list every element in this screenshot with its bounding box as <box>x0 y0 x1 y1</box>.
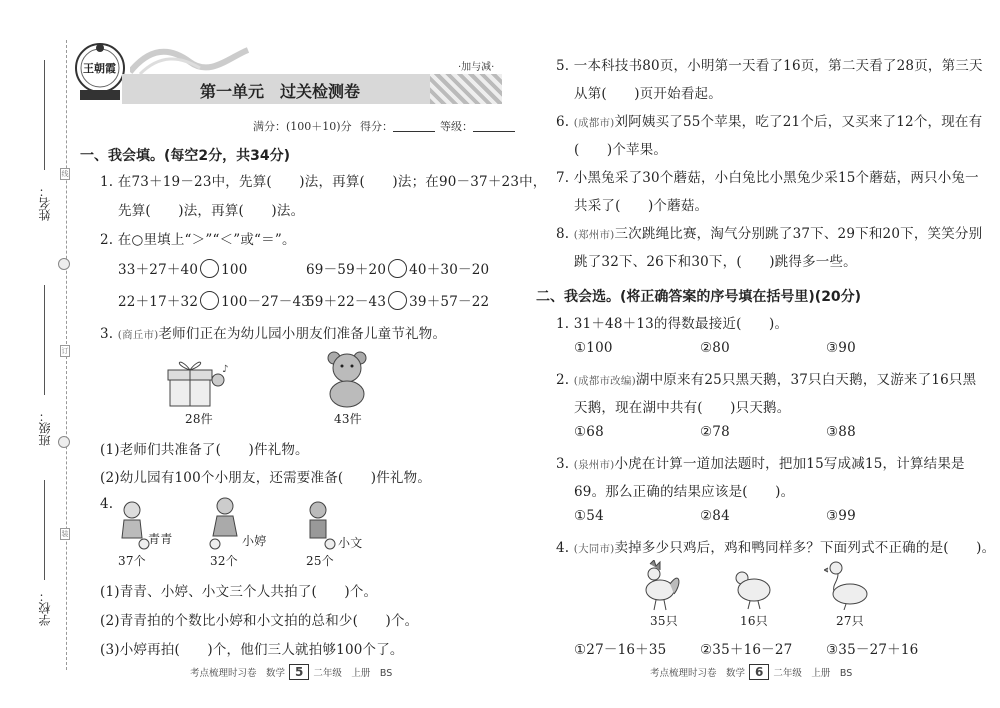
q2-line: 2. 在○里填上“＞”“＜”或“＝”。 <box>100 232 296 248</box>
q3-sub2: (2)幼儿园有100个小朋友，还需要准备( )件礼物。 <box>100 470 432 486</box>
gift-box-toy-illustration <box>162 350 232 412</box>
option-item[interactable]: ②35＋16－27 <box>700 642 793 658</box>
class-label: 班级： <box>38 410 52 446</box>
footer-left: 考点梳理时习卷 数学 5 二年级 上册 BS <box>190 665 393 679</box>
level-label: 等级： <box>440 120 473 133</box>
q5-line2: 从第( )页开始看起。 <box>574 86 722 102</box>
option-item[interactable]: ③88 <box>826 424 856 440</box>
compare-circle[interactable] <box>388 291 407 310</box>
kid-name: 小文 <box>338 536 363 550</box>
level-field[interactable] <box>440 118 515 134</box>
q3-gift2-count: 43件 <box>334 412 362 426</box>
s2-q1-line: 1. 31＋48＋13的得数最接近( )。 <box>556 316 789 332</box>
binding-hole <box>58 258 70 270</box>
option-item[interactable]: ①100 <box>574 340 613 356</box>
q3-sub1: (1)老师们共准备了( )件礼物。 <box>100 442 309 458</box>
kid-name: 青青 <box>148 532 173 546</box>
q5-line1: 5. 一本科技书80页，小明第一天看了16页，第二天看了28页，第三天 <box>556 58 983 74</box>
animal-count: 16只 <box>740 614 768 628</box>
score-field[interactable] <box>360 118 435 134</box>
option-item[interactable]: ①68 <box>574 424 604 440</box>
animal-count: 35只 <box>650 614 678 628</box>
rooster-icon <box>636 560 682 616</box>
q6-region-tag: (成都市) <box>573 117 615 129</box>
option-item[interactable]: ③90 <box>826 340 856 356</box>
animal-count: 27只 <box>836 614 864 628</box>
teddy-bear-icon <box>322 350 372 412</box>
option-item[interactable]: ②84 <box>700 508 730 524</box>
unit-topic-tag: ·加与减· <box>458 62 495 73</box>
section2-heading: 二、我会选。(将正确答案的序号填在括号里)(20分) <box>536 289 862 305</box>
page-number: 5 <box>289 664 309 680</box>
footer-right: 考点梳理时习卷 数学 6 二年级 上册 BS <box>650 665 853 679</box>
girl-bouncing-ball-icon <box>205 496 245 554</box>
option-item[interactable]: ③35－27＋16 <box>826 642 919 658</box>
name-field-line[interactable] <box>44 60 45 170</box>
q7-line1: 7. 小黑兔采了30个蘑菇，小白兔比小黑兔少采15个蘑菇，两只小兔一 <box>556 170 979 186</box>
q3-region-tag: (商丘市) <box>117 329 159 341</box>
compare-item: 33＋27＋40 100 <box>118 258 248 278</box>
school-label: 学校： <box>38 590 52 626</box>
score-label: 得分： <box>360 120 393 133</box>
option-item[interactable]: ①54 <box>574 508 604 524</box>
q3-gift1-count: 28件 <box>185 412 213 426</box>
full-score: 满分：(100＋10)分 <box>253 120 352 133</box>
q8-region-tag: (郑州市) <box>573 229 615 241</box>
q4-sub2: (2)青青拍的个数比小婷和小文拍的总和少( )个。 <box>100 613 419 629</box>
s2-q2-line2: 天鹅，现在湖中共有( )只天鹅。 <box>574 400 791 416</box>
option-item[interactable]: ①27－16＋35 <box>574 642 667 658</box>
compare-circle[interactable] <box>200 291 219 310</box>
s2-q2-region-tag: (成都市改编) <box>573 375 636 387</box>
s2-q4-region-tag: (大同市) <box>573 543 615 555</box>
kid-count: 32个 <box>210 554 238 568</box>
q7-line2: 共采了( )个蘑菇。 <box>574 198 709 214</box>
q4-sub1: (1)青青、小婷、小文三个人共拍了( )个。 <box>100 584 378 600</box>
q6-line1: 6. (成都市)刘阿姨买了55个苹果，吃了21个后，又买来了12个，现在有 <box>556 114 983 130</box>
q4-sub3: (3)小婷再拍( )个，他们三人就拍够100个了。 <box>100 642 404 658</box>
page-number: 6 <box>749 664 769 680</box>
s2-q3-region-tag: (泉州市) <box>573 459 615 471</box>
s2-q4-line: 4. (大同市)卖掉多少只鸡后，鸡和鸭同样多？下面列式不正确的是( )。 <box>556 540 996 556</box>
name-label: 姓名： <box>38 185 52 221</box>
option-item[interactable]: ②80 <box>700 340 730 356</box>
q1-line1: 1. 在73＋19－23中，先算( )法，再算( )法；在90－37＋23中， <box>100 174 547 190</box>
compare-item: 22＋17＋32 100－27－43 <box>118 290 310 310</box>
boy-bouncing-ball-icon <box>298 500 338 554</box>
kid-name: 小婷 <box>242 534 267 548</box>
logo-text: 王朝霞 <box>83 62 116 75</box>
s2-q2-line1: 2. (成都市改编)湖中原来有25只黑天鹅，37只白天鹅，又游来了16只黑 <box>556 372 977 388</box>
hen-icon <box>730 566 774 614</box>
s2-q3-line2: 69。那么正确的结果应该是( )。 <box>574 484 795 500</box>
q6-line2: ( )个苹果。 <box>574 142 668 158</box>
compare-circle[interactable] <box>388 259 407 278</box>
q8-line2: 跳了32下、26下和30下，( )跳得多一些。 <box>574 254 857 270</box>
school-field-line[interactable] <box>44 480 45 580</box>
q3-line: 3. (商丘市)老师们正在为幼儿园小朋友们准备儿童节礼物。 <box>100 326 447 342</box>
girl-bouncing-ball-icon <box>112 500 152 554</box>
compare-item: 69－59＋20 40＋30－20 <box>306 258 489 278</box>
title-banner-pattern <box>430 74 502 104</box>
compare-item: 59＋22－43 39＋57－22 <box>306 290 489 310</box>
binding-hole <box>58 436 70 448</box>
q4-number: 4. <box>100 496 114 512</box>
binding-mark: 订 <box>61 347 69 355</box>
svg-text:♪: ♪ <box>222 364 229 375</box>
option-item[interactable]: ③99 <box>826 508 856 524</box>
binding-mark: 线 <box>61 170 69 178</box>
duck-icon <box>824 560 870 614</box>
binding-mark: 装 <box>61 530 69 538</box>
option-item[interactable]: ②78 <box>700 424 730 440</box>
class-field-line[interactable] <box>44 285 45 395</box>
s2-q3-line1: 3. (泉州市)小虎在计算一道加法题时，把加15写成减15，计算结果是 <box>556 456 965 472</box>
logo-emblem <box>74 42 126 108</box>
kid-count: 37个 <box>118 554 146 568</box>
section1-heading: 一、我会填。(每空2分，共34分) <box>80 148 291 164</box>
kid-count: 25个 <box>306 554 334 568</box>
page-title: 第一单元 过关检测卷 <box>200 82 361 101</box>
q8-line1: 8. (郑州市)三次跳绳比赛，淘气分别跳了37下、29下和20下，笑笑分别 <box>556 226 983 242</box>
compare-circle[interactable] <box>200 259 219 278</box>
q1-line2: 先算( )法，再算( )法。 <box>118 203 305 219</box>
